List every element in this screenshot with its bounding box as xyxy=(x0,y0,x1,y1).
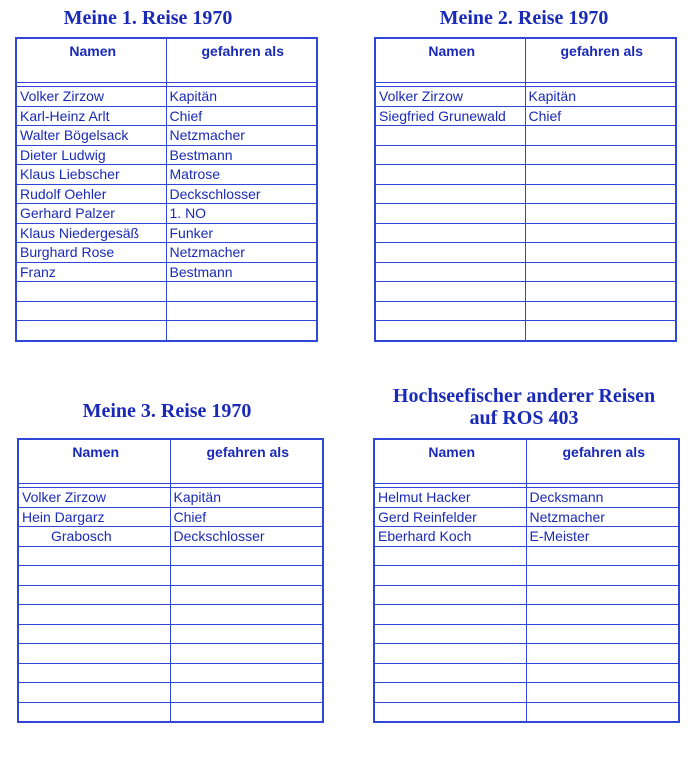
table-row xyxy=(374,683,679,703)
header-names: Namen xyxy=(374,439,526,484)
table-row xyxy=(16,184,317,204)
table-row xyxy=(374,605,679,625)
crew-role xyxy=(170,683,323,703)
crew-name xyxy=(375,321,525,341)
crew-role: E-Meister xyxy=(526,527,679,547)
trip3-crew-table xyxy=(17,438,324,723)
crew-role xyxy=(166,321,317,341)
header-role: gefahren als xyxy=(526,439,679,484)
table-row xyxy=(18,546,323,566)
crew-role: Chief xyxy=(166,106,317,126)
crew-name xyxy=(375,126,525,146)
crew-name xyxy=(375,145,525,165)
crew-name xyxy=(374,702,526,722)
table-row xyxy=(18,488,323,508)
crew-role xyxy=(525,165,676,185)
table-row xyxy=(374,566,679,586)
crew-name xyxy=(374,605,526,625)
crew-name: Gerd Reinfelder xyxy=(374,507,526,527)
table-row xyxy=(16,262,317,282)
crew-name xyxy=(18,624,170,644)
table-row xyxy=(16,145,317,165)
crew-role xyxy=(526,663,679,683)
crew-role: Bestmann xyxy=(166,145,317,165)
crew-role xyxy=(525,223,676,243)
other-title xyxy=(362,385,686,429)
crew-name: Eberhard Koch xyxy=(374,527,526,547)
table-row xyxy=(18,683,323,703)
crew-role: Netzmacher xyxy=(526,507,679,527)
crew-name xyxy=(16,282,166,302)
crew-name: Klaus Liebscher xyxy=(16,165,166,185)
table-row xyxy=(374,585,679,605)
table-row xyxy=(375,87,676,107)
crew-name xyxy=(18,644,170,664)
other-title-line2: auf ROS 403 xyxy=(469,407,579,429)
crew-role: Kapitän xyxy=(525,87,676,107)
table-row xyxy=(375,184,676,204)
table-row xyxy=(16,204,317,224)
table-row xyxy=(16,282,317,302)
crew-role xyxy=(526,566,679,586)
crew-role xyxy=(170,663,323,683)
crew-role xyxy=(525,243,676,263)
header-names: Namen xyxy=(18,439,170,484)
crew-name: Franz xyxy=(16,262,166,282)
crew-name xyxy=(375,282,525,302)
table-row xyxy=(375,204,676,224)
table-row xyxy=(16,165,317,185)
crew-name: Klaus Niedergesäß xyxy=(16,223,166,243)
crew-role xyxy=(525,262,676,282)
table-row xyxy=(374,644,679,664)
crew-role: Kapitän xyxy=(166,87,317,107)
crew-role: Chief xyxy=(170,507,323,527)
crew-name xyxy=(375,262,525,282)
other-title-line1: Hochseefischer anderer Reisen xyxy=(392,385,656,407)
header-names: Namen xyxy=(16,38,166,83)
table-row xyxy=(375,321,676,341)
table-row xyxy=(16,126,317,146)
crew-name: Walter Bögelsack xyxy=(16,126,166,146)
header-role: gefahren als xyxy=(166,38,317,83)
table-row xyxy=(16,106,317,126)
table-row xyxy=(374,702,679,722)
header-names: Namen xyxy=(375,38,525,83)
table-row xyxy=(375,282,676,302)
crew-role: Deckschlosser xyxy=(166,184,317,204)
crew-name: Helmut Hacker xyxy=(374,488,526,508)
crew-role xyxy=(526,546,679,566)
crew-role: Bestmann xyxy=(166,262,317,282)
table-row xyxy=(375,262,676,282)
crew-role xyxy=(525,145,676,165)
crew-role xyxy=(525,204,676,224)
table-row xyxy=(374,663,679,683)
table-row xyxy=(375,301,676,321)
crew-name xyxy=(374,644,526,664)
crew-name: Volker Zirzow xyxy=(18,488,170,508)
crew-name: Grabosch xyxy=(18,527,170,547)
crew-role xyxy=(525,301,676,321)
crew-name xyxy=(16,301,166,321)
crew-role: Chief xyxy=(525,106,676,126)
crew-name xyxy=(374,663,526,683)
crew-name xyxy=(18,683,170,703)
crew-role xyxy=(525,126,676,146)
trip1-crew-table xyxy=(15,37,318,342)
table-row xyxy=(374,527,679,547)
crew-name xyxy=(374,546,526,566)
crew-role xyxy=(170,605,323,625)
crew-role: Deckschlosser xyxy=(170,527,323,547)
crew-name xyxy=(375,301,525,321)
table-row xyxy=(375,243,676,263)
crew-role: Matrose xyxy=(166,165,317,185)
header-role: gefahren als xyxy=(170,439,323,484)
table-row xyxy=(374,488,679,508)
crew-name: Volker Zirzow xyxy=(375,87,525,107)
table-row xyxy=(374,507,679,527)
crew-name: Rudolf Oehler xyxy=(16,184,166,204)
table-row xyxy=(16,301,317,321)
crew-name: Dieter Ludwig xyxy=(16,145,166,165)
crew-role xyxy=(170,702,323,722)
crew-name: Hein Dargarz xyxy=(18,507,170,527)
crew-name xyxy=(18,585,170,605)
table-row xyxy=(16,243,317,263)
crew-name xyxy=(18,605,170,625)
crew-name xyxy=(375,223,525,243)
crew-name: Karl-Heinz Arlt xyxy=(16,106,166,126)
crew-role xyxy=(526,585,679,605)
table-row xyxy=(375,145,676,165)
crew-name: Burghard Rose xyxy=(16,243,166,263)
trip1-title: Meine 1. Reise 1970 xyxy=(63,7,233,29)
crew-role xyxy=(166,282,317,302)
crew-name xyxy=(374,566,526,586)
crew-name xyxy=(374,585,526,605)
table-row xyxy=(18,663,323,683)
crew-role xyxy=(526,644,679,664)
table-row xyxy=(18,507,323,527)
crew-role xyxy=(166,301,317,321)
crew-name xyxy=(18,566,170,586)
crew-name xyxy=(18,663,170,683)
crew-name: Volker Zirzow xyxy=(16,87,166,107)
crew-role: 1. NO xyxy=(166,204,317,224)
crew-role xyxy=(525,321,676,341)
crew-role xyxy=(525,282,676,302)
table-row xyxy=(375,126,676,146)
crew-role: Funker xyxy=(166,223,317,243)
crew-role xyxy=(526,702,679,722)
crew-name xyxy=(374,683,526,703)
table-row xyxy=(18,605,323,625)
table-row xyxy=(18,702,323,722)
other-crew-table xyxy=(373,438,680,723)
crew-name xyxy=(375,204,525,224)
crew-role xyxy=(170,624,323,644)
table-row xyxy=(16,87,317,107)
table-row xyxy=(16,321,317,341)
table-row xyxy=(374,546,679,566)
crew-role xyxy=(170,644,323,664)
trip2-crew-table xyxy=(374,37,677,342)
crew-role: Kapitän xyxy=(170,488,323,508)
crew-name xyxy=(375,184,525,204)
table-row xyxy=(18,585,323,605)
crew-name xyxy=(18,546,170,566)
crew-role xyxy=(525,184,676,204)
table-row xyxy=(18,624,323,644)
crew-name: Siegfried Grunewald xyxy=(375,106,525,126)
crew-role xyxy=(526,683,679,703)
table-row xyxy=(375,223,676,243)
crew-role xyxy=(526,624,679,644)
crew-name xyxy=(18,702,170,722)
crew-name xyxy=(375,165,525,185)
crew-name xyxy=(16,321,166,341)
crew-role xyxy=(526,605,679,625)
crew-role: Decksmann xyxy=(526,488,679,508)
trip2-title: Meine 2. Reise 1970 xyxy=(439,7,609,29)
table-row xyxy=(375,165,676,185)
crew-name xyxy=(375,243,525,263)
crew-role: Netzmacher xyxy=(166,126,317,146)
table-row xyxy=(375,106,676,126)
crew-role xyxy=(170,546,323,566)
crew-name: Gerhard Palzer xyxy=(16,204,166,224)
table-row xyxy=(18,566,323,586)
table-row xyxy=(18,644,323,664)
crew-name xyxy=(374,624,526,644)
crew-role xyxy=(170,585,323,605)
table-row xyxy=(16,223,317,243)
table-row xyxy=(374,624,679,644)
header-role: gefahren als xyxy=(525,38,676,83)
crew-role xyxy=(170,566,323,586)
trip3-title: Meine 3. Reise 1970 xyxy=(82,400,252,422)
crew-role: Netzmacher xyxy=(166,243,317,263)
table-row xyxy=(18,527,323,547)
